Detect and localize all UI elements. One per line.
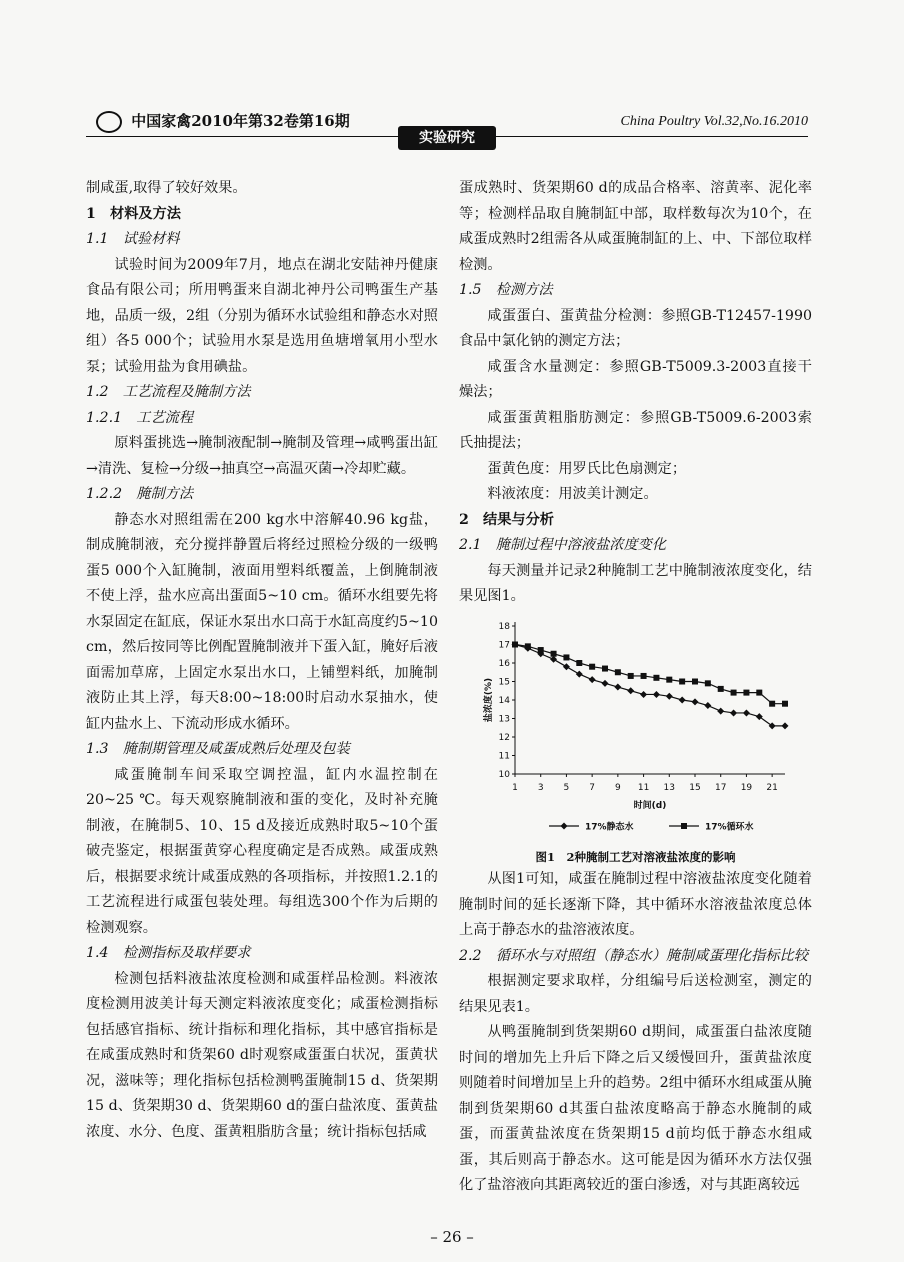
x-tick-label: 19 bbox=[740, 782, 753, 793]
y-tick-label: 11 bbox=[498, 751, 510, 761]
data-point-circulating bbox=[589, 663, 595, 669]
data-point-static bbox=[550, 655, 557, 662]
data-point-static bbox=[563, 663, 570, 670]
right-column-top bbox=[459, 176, 812, 610]
page-number: – 26 – bbox=[430, 1228, 474, 1246]
subsection-heading: 1.5 检测方法 bbox=[459, 282, 553, 298]
issue-info-cn: 2010年第32卷第16期 bbox=[191, 112, 350, 130]
x-tick-label: 15 bbox=[689, 782, 701, 793]
data-point-static bbox=[627, 687, 634, 694]
data-point-circulating bbox=[718, 685, 724, 691]
paragraph: 咸蛋蛋白、蛋黄盐分检测：参照GB-T12457-1990食品中氯化钠的测定方法； bbox=[459, 307, 812, 349]
y-tick-label: 14 bbox=[498, 695, 510, 706]
paragraph: 静态水对照组需在200 kg水中溶解40.96 kg盐，制成腌制液，充分搅拌静置后将经过照检分级的一级鸭蛋5 000个入缸腌制，液面用塑料纸覆盖，上倒腌制液不使上浮，盐水应高出蛋面5~10 cm。循环水组要先将水泵固定在缸底，保证水泵出水口高于水缸高度约5~10 cm，然后按同等比例配置腌制液并下蛋入缸，腌好后液面需加草席，上固定水泵出水口，上铺塑料纸，加腌制液防止其上浮，每天8:00~18:00时启动水泵抽水，使缸内盐水上、下流动形成水循环。 bbox=[86, 511, 438, 732]
data-point-circulating bbox=[512, 641, 518, 647]
data-point-static bbox=[576, 670, 583, 677]
x-tick-label: 5 bbox=[563, 782, 570, 793]
paragraph: 蛋黄色度：用罗氏比色扇测定； bbox=[487, 460, 687, 477]
subsection-heading: 1.2.1 工艺流程 bbox=[86, 409, 194, 426]
data-point-static bbox=[679, 696, 686, 703]
data-point-circulating bbox=[731, 689, 737, 695]
journal-header-left bbox=[96, 110, 350, 133]
section-heading: 2 结果与分析 bbox=[459, 511, 554, 528]
figure-caption: 图1 2种腌制工艺对溶液盐浓度的影响 bbox=[535, 850, 736, 864]
x-tick-label: 21 bbox=[766, 782, 778, 793]
data-point-static bbox=[666, 692, 673, 699]
x-tick-label: 3 bbox=[537, 782, 544, 793]
data-point-circulating bbox=[563, 654, 569, 660]
paragraph: 每天测量并记录2种腌制工艺中腌制液浓度变化，结果见图1。 bbox=[459, 562, 812, 604]
data-point-static bbox=[692, 698, 699, 705]
x-tick-label: 7 bbox=[589, 782, 596, 793]
data-point-static bbox=[640, 690, 647, 697]
paragraph: 根据测定要求取样，分组编号后送检测室，测定的结果见表1。 bbox=[459, 973, 812, 1015]
y-axis-label: 盐浓度(%) bbox=[484, 677, 494, 722]
figure-1 bbox=[459, 614, 812, 868]
legend-marker-diamond bbox=[561, 822, 568, 829]
journal-logo-icon bbox=[96, 111, 122, 133]
data-point-circulating bbox=[743, 689, 749, 695]
data-point-static bbox=[589, 676, 596, 683]
subsection-heading: 1.2 工艺流程及腌制方法 bbox=[86, 384, 251, 400]
paragraph: 咸蛋腌制车间采取空调控温，缸内水温控制在20~25 ℃。每天观察腌制液和蛋的变化，及时补充腌制液，在腌制5、10、15 d及接近成熟时取5~10个蛋破壳鉴定，根据蛋黄穿心程度确定是否成熟。咸蛋成熟后，根据要求统计咸蛋成熟的各项指标，并按照1.2.1的工艺流程进行咸蛋包装处理。每组选300个作为后期的检测观察。 bbox=[86, 766, 438, 936]
data-point-static bbox=[782, 722, 789, 729]
y-tick-label: 10 bbox=[498, 769, 510, 780]
data-point-circulating bbox=[679, 678, 685, 684]
data-point-static bbox=[602, 679, 609, 686]
data-point-static bbox=[653, 690, 660, 697]
data-point-circulating bbox=[756, 689, 762, 695]
y-tick-label: 12 bbox=[498, 732, 510, 743]
right-column-bottom bbox=[459, 867, 812, 1199]
data-point-static bbox=[614, 683, 621, 690]
data-point-static bbox=[730, 709, 737, 716]
subsection-heading: 1.4 检测指标及取样要求 bbox=[86, 945, 251, 961]
subsection-heading: 1.1 试验材料 bbox=[86, 231, 180, 247]
section-badge: 实验研究 bbox=[398, 126, 496, 150]
data-point-circulating bbox=[551, 650, 557, 656]
data-point-static bbox=[743, 709, 750, 716]
legend-marker-square bbox=[681, 823, 687, 829]
paragraph: 原料蛋挑选→腌制液配制→腌制及管理→咸鸭蛋出缸→清洗、复检→分级→抽真空→高温灭菌→冷却贮藏。 bbox=[86, 435, 438, 477]
paragraph: 从鸭蛋腌制到货架期60 d期间，咸蛋蛋白盐浓度随时间的增加先上升后下降之后又缓慢回升，蛋黄盐浓度则随着时间增加呈上升的趋势。2组中循环水组咸蛋从腌制到货架期60 d其蛋白盐浓度略高于静态水腌制的咸蛋，而蛋黄盐浓度在货架期15 d前均低于静态水组咸蛋，其后则高于静态水。这可能是因为循环水方法仅强化了盐溶液向其距离较近的蛋白渗透，对与其距离较远 bbox=[459, 1024, 812, 1193]
salt-concentration-chart bbox=[459, 614, 799, 836]
data-point-circulating bbox=[602, 665, 608, 671]
data-point-static bbox=[704, 702, 711, 709]
subsection-heading: 2.2 循环水与对照组（静态水）腌制咸蛋理化指标比较 bbox=[459, 947, 808, 964]
data-point-circulating bbox=[538, 647, 544, 653]
data-point-circulating bbox=[628, 672, 634, 678]
paragraph: 咸蛋含水量测定：参照GB-T5009.3-2003直接干燥法； bbox=[459, 358, 812, 400]
data-point-circulating bbox=[705, 680, 711, 686]
paragraph: 制咸蛋,取得了较好效果。 bbox=[86, 180, 247, 196]
y-tick-label: 16 bbox=[498, 658, 510, 669]
data-point-circulating bbox=[576, 660, 582, 666]
legend-label: 17%静态水 bbox=[585, 822, 634, 832]
subsection-heading: 1.2.2 腌制方法 bbox=[86, 486, 194, 502]
x-tick-label: 1 bbox=[512, 782, 518, 793]
x-tick-label: 11 bbox=[637, 782, 650, 793]
journal-name-cn: 中国家禽 bbox=[131, 112, 192, 130]
y-tick-label: 13 bbox=[498, 714, 510, 724]
x-axis-label: 时间(d) bbox=[633, 800, 667, 811]
subsection-heading: 2.1 腌制过程中溶液盐浓度变化 bbox=[459, 537, 667, 553]
subsection-heading: 1.3 腌制期管理及咸蛋成熟后处理及包装 bbox=[86, 741, 350, 757]
x-tick-label: 9 bbox=[614, 782, 621, 793]
data-point-circulating bbox=[525, 643, 531, 649]
data-point-circulating bbox=[641, 672, 647, 678]
y-tick-label: 17 bbox=[498, 640, 510, 650]
paragraph: 检测包括料液盐浓度检测和咸蛋样品检测。料液浓度检测用波美计每天测定料液浓度变化；咸蛋检测指标包括感官指标、统计指标和理化指标，其中感官指标是在咸蛋成熟时和货架60 d时观察咸蛋蛋白状况，蛋黄状况，滋味等；理化指标包括检测鸭蛋腌制15 d、货架期15 d、货架期30 d、货架期60 d的蛋白盐浓度、蛋黄盐浓度、水分、色度、蛋黄粗脂肪含量；统计指标包括咸 bbox=[86, 970, 438, 1140]
right-column bbox=[459, 176, 812, 1199]
paragraph: 料液浓度：用波美计测定。 bbox=[487, 486, 658, 502]
data-point-circulating bbox=[692, 678, 698, 684]
data-point-circulating bbox=[653, 674, 659, 680]
paragraph: 试验时间为2009年7月，地点在湖北安陆神丹健康食品有限公司；所用鸭蛋来自湖北神丹公司鸭蛋生产基地，品质一级，2组（分别为循环水试验组和静态水对照组）各5 000个；试验用水泵是选用鱼塘增氧用小型水泵；试验用盐为食用碘盐。 bbox=[86, 256, 438, 375]
section-heading: 1 材料及方法 bbox=[86, 205, 181, 222]
x-tick-label: 17 bbox=[714, 782, 727, 793]
y-tick-label: 15 bbox=[498, 677, 510, 687]
data-point-circulating bbox=[615, 669, 621, 675]
paragraph: 咸蛋蛋黄粗脂肪测定：参照GB-T5009.6-2003索氏抽提法； bbox=[459, 409, 812, 451]
paragraph: 蛋成熟时、货架期60 d的成品合格率、溶黄率、泥化率等；检测样品取自腌制缸中部，取样数每次为10个，在咸蛋成熟时2组需各从咸蛋腌制缸的上、中、下部位取样检测。 bbox=[459, 180, 812, 273]
left-column bbox=[86, 176, 438, 1145]
data-point-circulating bbox=[769, 700, 775, 706]
data-point-circulating bbox=[782, 700, 788, 706]
data-point-static bbox=[717, 707, 724, 714]
journal-name-en: China Poultry Vol.32,No.16.2010 bbox=[620, 114, 808, 129]
paragraph: 从图1可知，咸蛋在腌制过程中溶液盐浓度变化随着腌制时间的延长逐渐下降，其中循环水溶液盐浓度总体上高于静态水的盐溶液浓度。 bbox=[459, 871, 812, 938]
y-tick-label: 18 bbox=[498, 621, 510, 632]
data-point-circulating bbox=[666, 676, 672, 682]
legend-label: 17%循环水 bbox=[705, 822, 754, 832]
x-tick-label: 13 bbox=[663, 782, 676, 793]
